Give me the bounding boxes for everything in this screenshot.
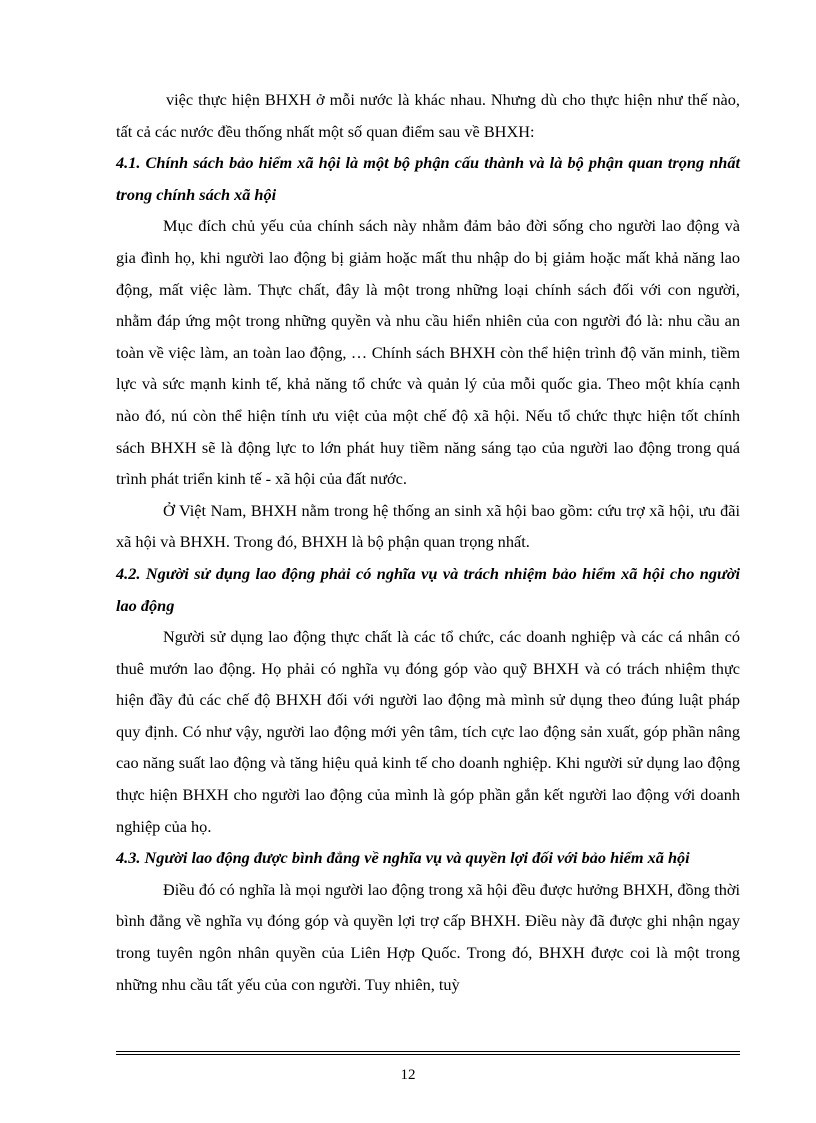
- paragraph: việc thực hiện BHXH ở mỗi nước là khác nhau. Nhưng dù cho thực hiện như thế nào, tất cả các nước đều thống nhất một số quan điểm sau về BHXH:: [116, 90, 740, 141]
- section-heading-4-2: 4.2. Người sử dụng lao động phải có nghĩa vụ và trách nhiệm bảo hiểm xã hội cho người lao động: [116, 563, 740, 615]
- paragraph: Mục đích chủ yếu của chính sách này nhằm đảm bảo đời sống cho người lao động và gia đình họ, khi người lao động bị giảm hoặc mất thu nhập do bị giảm hoặc mất khả năng lao động, mất việc làm. Thực chất, đây là một trong những loại chính sách đối với con người, nhằm đáp ứng một trong những quyền và nhu cầu hiển nhiên của con người đó là: nhu cầu an toàn về việc làm, an toàn lao động, … Chính sách BHXH còn thể hiện trình độ văn minh, tiềm lực và sức mạnh kinh tế, khả năng tổ chức và quản lý của mỗi quốc gia. Theo một khía cạnh nào đó, nú còn thể hiện tính ưu việt của một chế độ xã hội. Nếu tổ chức thực hiện tốt chính sách BHXH sẽ là động lực to lớn phát huy tiềm năng sáng tạo của người lao động trong quá trình phát triển kinh tế - xã hội của đất nước.: [116, 216, 740, 489]
- page-body: [116, 84, 740, 1000]
- page-number: 12: [400, 1067, 416, 1083]
- section-heading-4-1: 4.1. Chính sách bảo hiểm xã hội là một bộ phận cấu thành và là bộ phận quan trọng nhất trong chính sách xã hội: [116, 153, 740, 204]
- paragraph: Điều đó có nghĩa là mọi người lao động trong xã hội đều được hưởng BHXH, đồng thời bình đẳng về nghĩa vụ đóng góp và quyền lợi trợ cấp BHXH. Điều này đã được ghi nhận ngay trong tuyên ngôn nhân quyền của Liên Hợp Quốc. Trong đó, BHXH được coi là một trong những nhu cầu tất yếu của con người. Tuy nhiên, tuỳ: [116, 879, 740, 994]
- section-heading-4-3: 4.3. Người lao động được bình đẳng về nghĩa vụ và quyền lợi đối với bảo hiểm xã hội: [116, 848, 690, 868]
- paragraph: Người sử dụng lao động thực chất là các tổ chức, các doanh nghiệp và các cá nhân có thuê mướn lao động. Họ phải có nghĩa vụ đóng góp vào quỹ BHXH và có trách nhiệm thực hiện đầy đủ các chế độ BHXH đối với người lao động mà mình sử dụng theo đúng luật pháp quy định. Có như vậy, người lao động mới yên tâm, tích cực lao động sản xuất, góp phần nâng cao năng suất lao động và tăng hiệu quả kinh tế cho doanh nghiệp. Khi người sử dụng lao động thực hiện BHXH cho người lao động của mình là góp phần gắn kết người lao động với doanh nghiệp của họ.: [116, 627, 740, 836]
- paragraph: Ở Việt Nam, BHXH nằm trong hệ thống an sinh xã hội bao gồm: cứu trợ xã hội, ưu đãi xã hội và BHXH. Trong đó, BHXH là bộ phận quan trọng nhất.: [116, 500, 740, 552]
- footer-rule: [116, 1051, 740, 1055]
